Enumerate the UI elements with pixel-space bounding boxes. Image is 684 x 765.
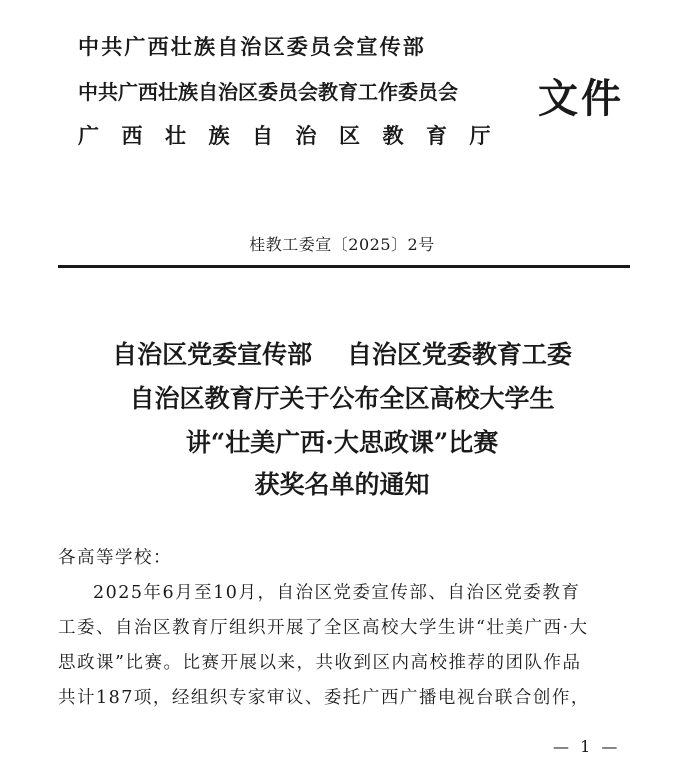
title-line-2: 自治区教育厅关于公布全区高校大学生 <box>129 384 555 413</box>
page-number: — 1 — <box>553 737 621 756</box>
body-line-4: 共计187项，经组织专家审议、委托广西广播电视台联合创作， <box>58 688 590 708</box>
issuer-propaganda-dept: 中共广西壮族自治区委员会宣传部 <box>78 34 426 59</box>
title-line-3: 讲“壮美广西·大思政课”比赛 <box>185 428 499 457</box>
addressee: 各高等学校： <box>58 548 172 568</box>
document-number: 桂教工委宣〔2025〕2号 <box>249 235 435 254</box>
title-line-4: 获奖名单的通知 <box>254 470 430 499</box>
body-line-1: 2025年6月至10月，自治区党委宣传部、自治区党委教育 <box>93 583 581 603</box>
body-line-3: 思政课”比赛。比赛开展以来，共收到区内高校推荐的团队作品 <box>58 653 582 673</box>
header-divider <box>58 265 630 268</box>
document-type-label: 文件 <box>538 75 624 122</box>
body-line-2: 工委、自治区教育厅组织开展了全区高校大学生讲“壮美广西·大 <box>58 618 589 638</box>
issuer-education-department: 广西壮族自治区教育厅 <box>78 123 513 148</box>
issuer-education-work-committee: 中共广西壮族自治区委员会教育工作委员会 <box>78 80 458 104</box>
title-line-1: 自治区党委宣传部 自治区党委教育工委 <box>112 340 572 369</box>
